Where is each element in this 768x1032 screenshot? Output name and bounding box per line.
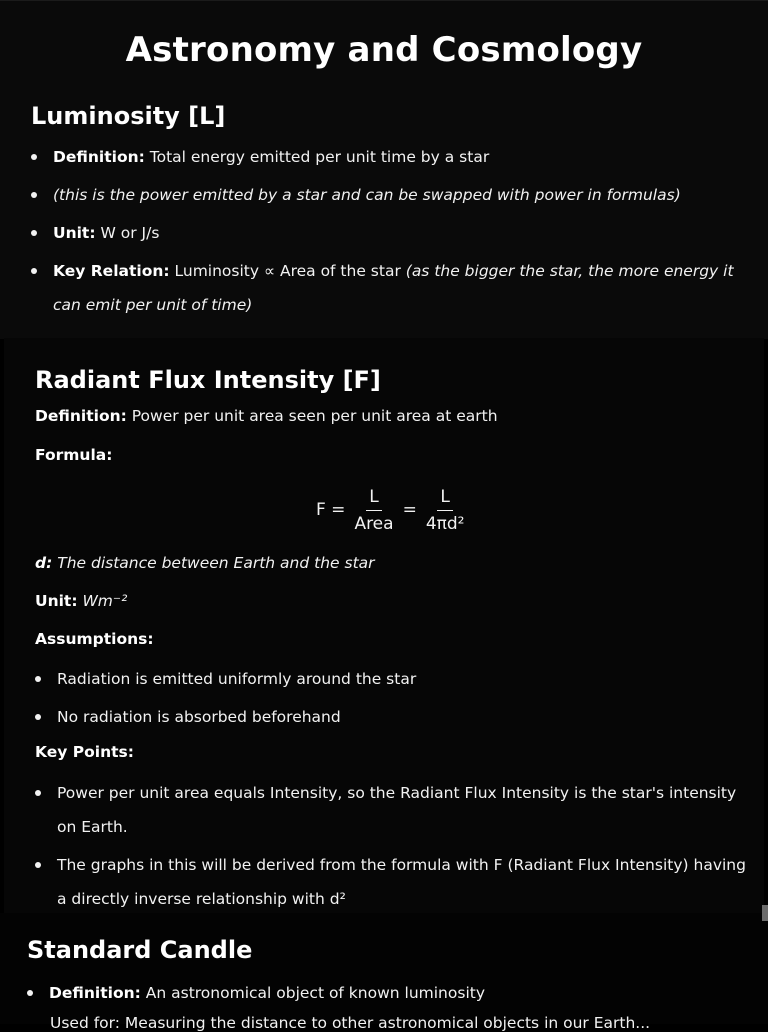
radiant-flux-heading: Radiant Flux Intensity [F] [35, 366, 381, 394]
item-text: Luminosity ∝ Area of the star [174, 262, 401, 280]
fraction-denominator: 4πd² [425, 513, 465, 534]
item-note: (as the bigger the star, the more energy it can emit per unit of time) [53, 262, 734, 314]
item-label: Definition: [53, 148, 145, 166]
scroll-edge-marker [762, 905, 768, 921]
fraction-denominator: Area [354, 513, 394, 534]
key-points-label: Key Points: [35, 743, 134, 761]
formula-lhs: F = [316, 500, 346, 520]
standard-candle-heading: Standard Candle [27, 936, 253, 964]
flux-formula [316, 484, 473, 536]
list-item: Radiation is emitted uniformly around the star [35, 662, 735, 696]
list-item: The graphs in this will be derived from the formula with F (Radiant Flux Intensity) having a directly inverse relationship with d² [35, 848, 750, 916]
list-item: Power per unit area equals Intensity, so the Radiant Flux Intensity is the star's intensity on Earth. [35, 776, 750, 844]
partial-list-item: Used for: Measuring the distance to other astronomical objects in our Earth... [50, 1014, 651, 1032]
list-item [31, 140, 741, 174]
list-item: No radiation is absorbed beforehand [35, 700, 735, 734]
list-item [31, 216, 741, 250]
distance-label: d: [35, 554, 53, 572]
fraction-l-over-area [351, 487, 396, 534]
unit-text: Wm⁻² [82, 592, 128, 610]
formula-label-text: Formula: [35, 446, 113, 464]
unit-label: Unit: [35, 592, 78, 610]
fraction-numerator: L [437, 487, 452, 511]
assumptions-heading [35, 630, 154, 648]
item-text: W or J/s [100, 224, 160, 242]
assumptions-list [35, 662, 735, 738]
item-text: Total energy emitted per unit time by a star [149, 148, 490, 166]
list-item [27, 976, 742, 1010]
distance-text: The distance between Earth and the star [57, 554, 375, 572]
fraction-l-over-4pid2 [423, 487, 468, 534]
item-label: Definition: [49, 984, 141, 1002]
list-item [31, 178, 741, 212]
unit-line [35, 592, 127, 610]
item-label: Key Relation: [53, 262, 170, 280]
item-note: (this is the power emitted by a star and can be swapped with power in formulas) [53, 186, 681, 204]
formula-label [35, 446, 112, 464]
page-title: Astronomy and Cosmology [125, 30, 643, 70]
item-label: Unit: [53, 224, 96, 242]
list-item [31, 254, 741, 322]
definition-label: Definition: [35, 407, 127, 425]
definition-text: Power per unit area seen per unit area at earth [131, 407, 498, 425]
formula-equals: = [402, 500, 417, 520]
assumptions-label: Assumptions: [35, 630, 154, 648]
luminosity-list [31, 140, 741, 326]
distance-note [35, 554, 375, 572]
standard-candle-list [27, 976, 742, 1010]
item-text: An astronomical object of known luminosity [145, 984, 485, 1002]
luminosity-heading: Luminosity [L] [31, 102, 226, 130]
key-points-heading [35, 743, 134, 761]
key-points-list [35, 776, 750, 920]
fraction-numerator: L [366, 487, 381, 511]
definition-line [35, 407, 498, 425]
